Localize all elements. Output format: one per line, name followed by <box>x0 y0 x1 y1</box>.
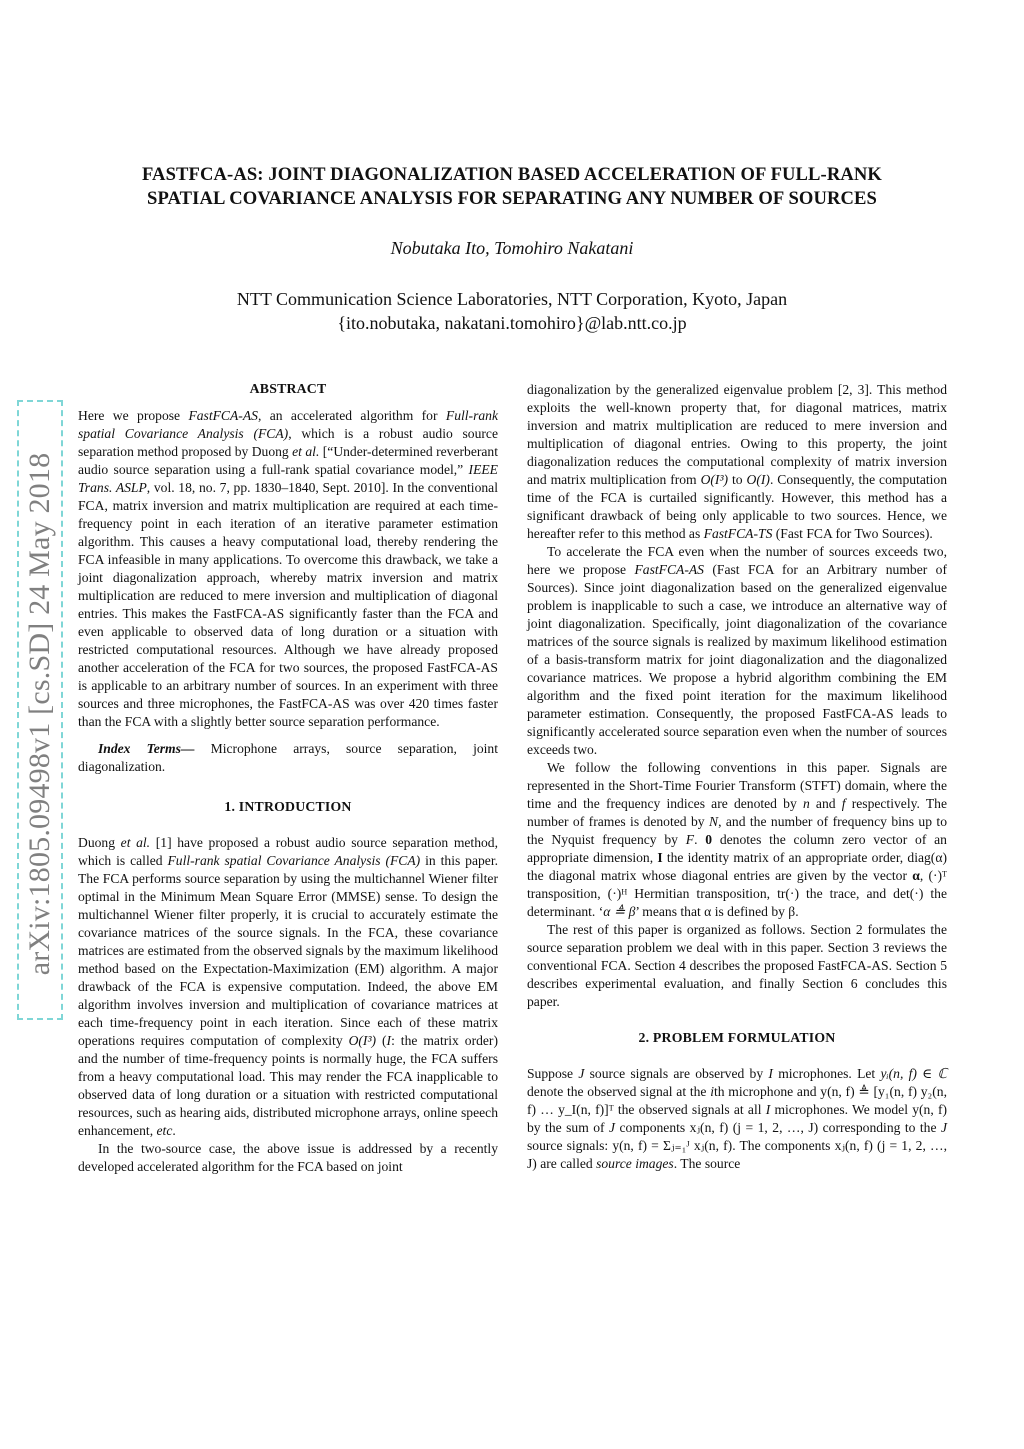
problem-formulation-heading: 2. PROBLEM FORMULATION <box>638 1030 836 1045</box>
affiliation <box>0 287 1024 335</box>
right-paragraph-1: diagonalization by the generalized eigenvalue problem [2, 3]. This method exploits the well-known property that, for diagonal matrices, matrix inversion and matrix multiplication are reduced to mere inversion and multiplication of diagonal entries. Owing to this property, the joint diagonalization reduces the computational complexity of matrix inversion and matrix multiplication from O(I³) to O(I). Consequently, the computation time of the FCA is curtailed significantly. However, this method has a significant drawback of being only applicable to two sources. Hence, we hereafter refer to this method as FastFCA-TS (Fast FCA for Two Sources). <box>527 382 947 541</box>
email-line: {ito.nobutaka, nakatani.tomohiro}@lab.ntt.co.jp <box>337 313 687 333</box>
abstract-text: Here we propose FastFCA-AS, an accelerated algorithm for Full-rank spatial Covariance Analysis (FCA), which is a robust audio source separation method proposed by Duong et al. [“Under-determined reverberant audio source separation using a full-rank spatial covariance model,” IEEE Trans. ASLP, vol. 18, no. 7, pp. 1830–1840, Sept. 2010]. In the conventional FCA, matrix inversion and matrix multiplication are required at each time-frequency point in each iteration of an iterative parameter estimation algorithm. This causes a heavy computational load, thereby rendering the FCA infeasible in many applications. To overcome this drawback, we take a joint diagonalization approach, whereby matrix inversion and matrix multiplication are reduced to mere inversion and multiplication of diagonal entries. This makes the FastFCA-AS significantly faster than the FCA and even applicable to observed data of long duration or a situation with restricted computational resources. Although we have already proposed another acceleration of the FCA for two sources, the proposed FastFCA-AS is applicable to an arbitrary number of sources. In an experiment with three sources and three microphones, the FastFCA-AS was over 420 times faster than the FCA with a slightly better source separation performance. <box>78 408 498 729</box>
right-paragraph-3: We follow the following conventions in this paper. Signals are represented in the Short-Time Fourier Transform (STFT) domain, where the time and the frequency indices are denoted by n and f respectively. The number of frames is denoted by N, and the number of frequency bins up to the Nyquist frequency by F. 0 denotes the column zero vector of an appropriate dimension, I the identity matrix of an appropriate order, diag(α) the diagonal matrix whose diagonal entries are given by the vector α, (·)ᵀ transposition, (·)ᴴ Hermitian transposition, tr(·) the trace, and det(·) the determinant. ‘α ≜ β’ means that α is defined by β. <box>527 760 947 919</box>
right-column <box>527 381 947 1173</box>
intro-paragraph-1: Duong et al. [1] have proposed a robust audio source separation method, which is called Full-rank spatial Covariance Analysis (FCA) in this paper. The FCA performs source separation by using the multichannel Wiener filter optimal in the Minimum Mean Square Error (MMSE) sense. To design the multichannel Wiener filter properly, it is crucial to accurately estimate the covariance matrices of the source signals. In the FCA, these covariance matrices are estimated from the observed signals by the maximum likelihood method based on the Expectation-Maximization (EM) algorithm. A major drawback of the FCA is expensive computation. Indeed, the above EM algorithm involves inversion and multiplication of covariance matrices at each time-frequency point in each iteration. Since each of these matrix operations requires computation of complexity O(I³) (I: the matrix order) and the number of time-frequency points is normally huge, the FCA suffers from a heavy computational load. This may render the FCA inapplicable to observed data of long duration or a situation with restricted computational resources, such as hearing aids, distributed microphone arrays, online speech enhancement, etc. <box>78 835 499 1138</box>
right-paragraph-2: To accelerate the FCA even when the number of sources exceeds two, here we propose FastFCA-AS (Fast FCA for an Arbitrary number of Sources). Since joint diagonalization based on the generalized eigenvalue problem is inapplicable to such a case, we introduce an alternative way of joint diagonalization. Specifically, joint diagonalization of the covariance matrices of the source signals is realized by maximum likelihood estimation of a basis-transform matrix for joint diagonalization and the diagonalized covariance matrices. We propose a hybrid algorithm combining the EM algorithm and the fixed point iteration for the maximum likelihood parameter estimation. Consequently, the proposed FastFCA-AS leads to significantly accelerated source separation even when the number of sources exceeds two. <box>527 544 947 757</box>
title-line-1: FASTFCA-AS: JOINT DIAGONALIZATION BASED ACCELERATION OF FULL-RANK <box>141 164 882 185</box>
right-paragraph-4: The rest of this paper is organized as follows. Section 2 formulates the source separation problem we deal with in this paper. Section 3 reviews the conventional FCA. Section 4 describes the proposed FastFCA-AS. Section 5 describes experimental evaluation, and finally Section 6 concludes this paper. <box>527 922 947 1009</box>
right-paragraph-5: Suppose J source signals are observed by I microphones. Let yᵢ(n, f) ∈ ℂ denote the observed signal at the ith microphone and y(n, f) ≜ [y₁(n, f) y₂(n, f) … y_I(n, f)]ᵀ the observed signals at all I microphones. We model y(n, f) by the sum of J components xⱼ(n, f) (j = 1, 2, …, J) corresponding to the J source signals: y(n, f) = Σⱼ₌₁ᴶ xⱼ(n, f). The components xⱼ(n, f) (j = 1, 2, …, J) are called source images. The source <box>527 1066 948 1171</box>
abstract-heading: ABSTRACT <box>249 381 327 396</box>
left-column <box>78 380 498 1176</box>
title-line-2: SPATIAL COVARIANCE ANALYSIS FOR SEPARATING ANY NUMBER OF SOURCES <box>147 188 877 209</box>
index-terms: Index Terms— Microphone arrays, source separation, joint diagonalization. <box>78 741 499 774</box>
affiliation-line: NTT Communication Science Laboratories, NTT Corporation, Kyoto, Japan <box>236 289 788 309</box>
intro-paragraph-2: In the two-source case, the above issue is addressed by a recently developed accelerated algorithm for the FCA based on joint <box>78 1141 498 1174</box>
paper-title <box>60 163 964 211</box>
intro-heading: 1. INTRODUCTION <box>224 799 352 814</box>
author-list: Nobutaka Ito, Tomohiro Nakatani <box>390 238 634 258</box>
arxiv-identifier[interactable]: arXiv:1805.09498v1 [cs.SD] 24 May 2018 <box>23 452 56 976</box>
